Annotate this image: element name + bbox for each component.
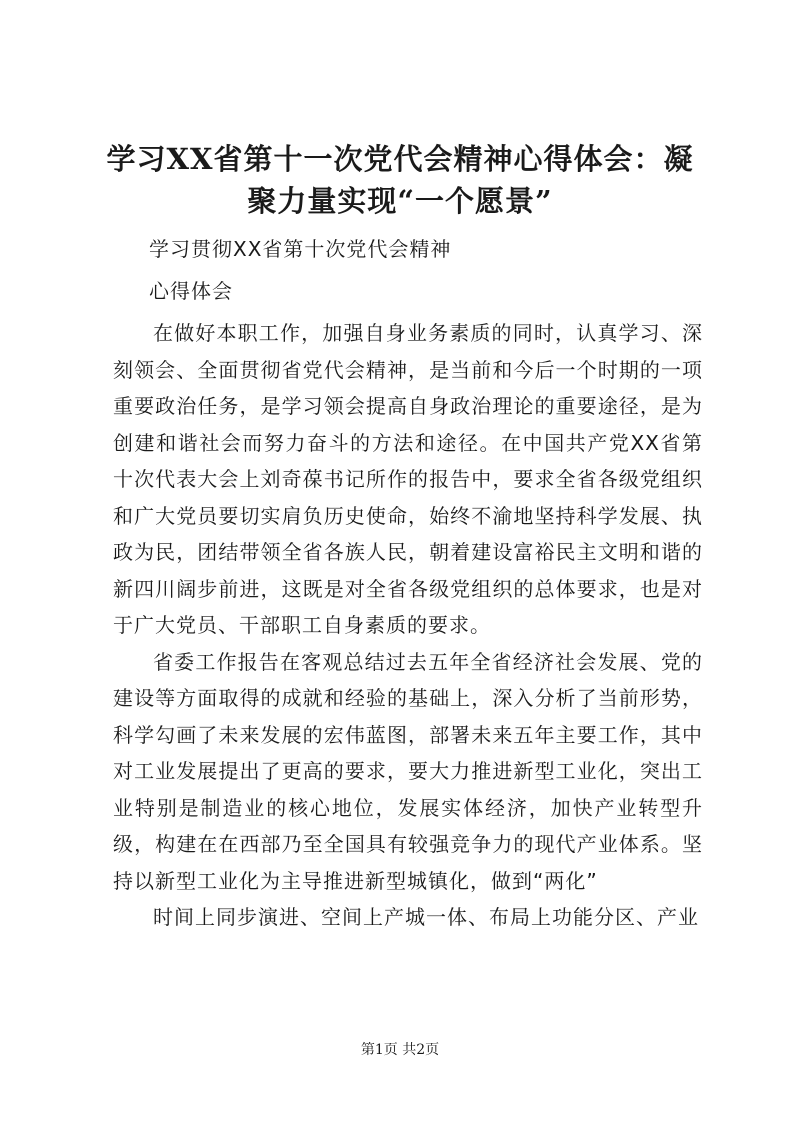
title-line-1: 学习XX省第十一次党代会精神心得体会：凝 (106, 142, 694, 176)
title-line-2: 聚力量实现“一个愿景” (247, 184, 553, 218)
paragraph-1: 在做好本职工作，加强自身业务素质的同时，认真学习、深刻领会、全面贯彻省党代会精神，是当前和今后一个时期的一项重要政治任务，是学习领会提高自身政治理论的重要途径，是为创建和谐社会而努力奋斗的方法和途径。在中国共产党XX省第十次代表大会上刘奇葆书记所作的报告中，要求全省各级党组织和广大党员要切实肩负历史使命，始终不渝地坚持科学发展、执政为民，团结带领全省各族人民，朝着建设富裕民主文明和谐的新四川阔步前进，这既是对全省各级党组织的总体要求，也是对于广大党员、干部职工自身素质的要求。 (113, 321, 703, 637)
subtitle-line-1: 学习贯彻XX省第十次党代会精神 (149, 237, 452, 261)
page-footer: 第1页 共2页 (360, 1042, 440, 1058)
document-body (113, 231, 703, 936)
subtitle-line-2: 心得体会 (149, 278, 233, 303)
paragraph-3: 时间上同步演进、空间上产城一体、布局上功能分区、产业 (153, 905, 699, 929)
document-title (90, 138, 710, 222)
paragraph-2: 省委工作报告在客观总结过去五年全省经济社会发展、党的建设等方面取得的成就和经验的基础上，深入分析了当前形势，科学勾画了未来发展的宏伟蓝图，部署未来五年主要工作，其中对工业发展提出了更高的要求，要大力推进新型工业化，突出工业特别是制造业的核心地位，发展实体经济，加快产业转型升级，构建在在西部乃至全国具有较强竞争力的现代产业体系。坚持以新型工业化为主导推进新型城镇化，做到“两化” (113, 649, 703, 893)
